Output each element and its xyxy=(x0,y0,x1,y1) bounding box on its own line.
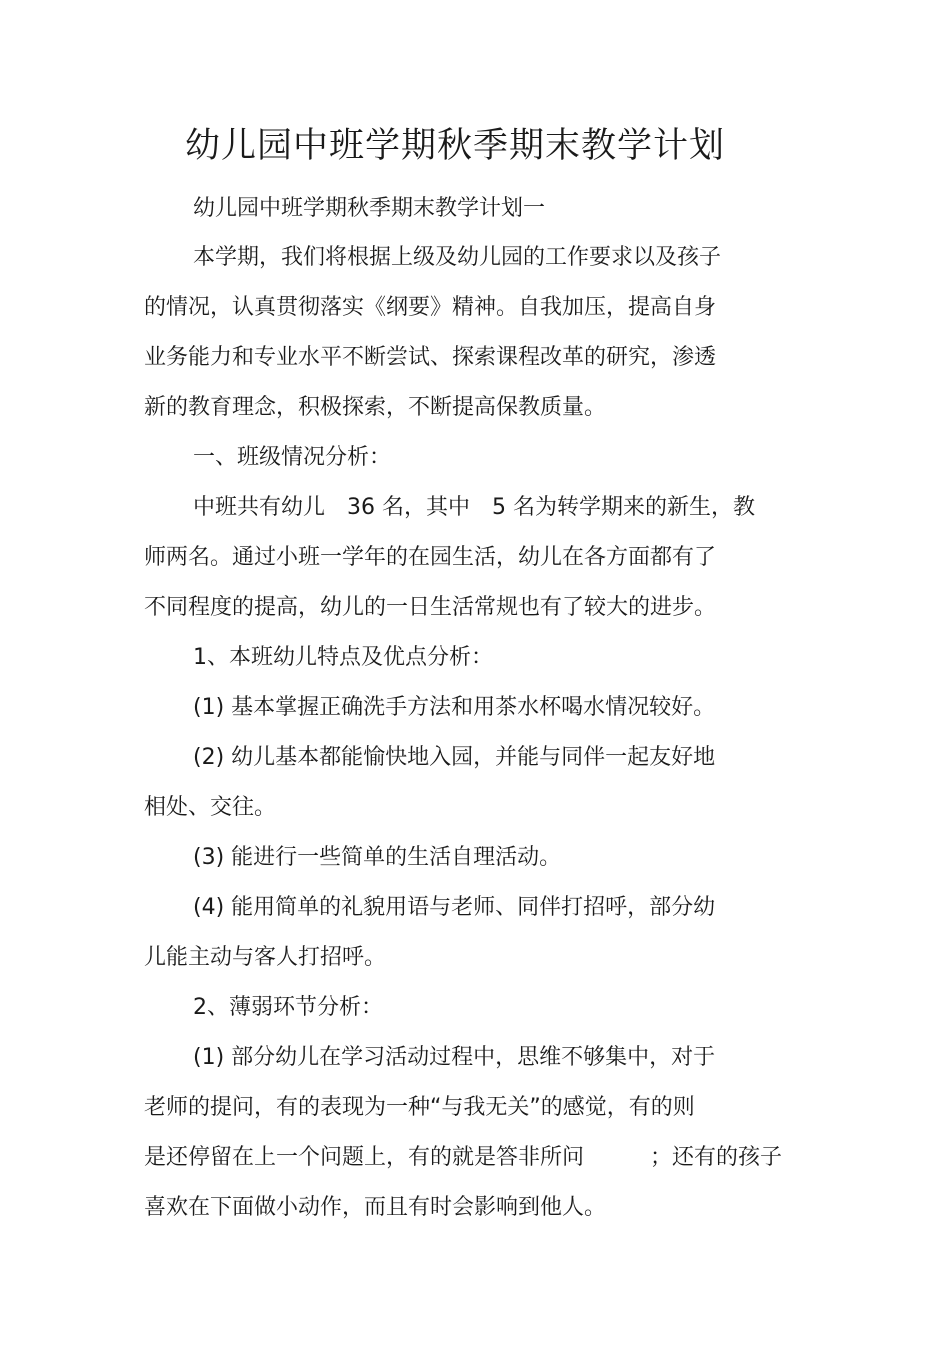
list-item-continuation: 儿能主动与客人打招呼。 xyxy=(144,945,387,970)
list-item: (2) 幼儿基本都能愉快地入园，并能与同伴一起友好地 xyxy=(193,745,716,770)
paragraph-line: 的情况，认真贯彻落实《纲要》精神。自我加压，提高自身 xyxy=(144,295,717,320)
paragraph-line: 本学期，我们将根据上级及幼儿园的工作要求以及孩子 xyxy=(193,245,722,270)
list-item-continuation: 喜欢在下面做小动作，而且有时会影响到他人。 xyxy=(144,1195,607,1220)
paragraph-line: 中班共有幼儿 36 名，其中 5 名为转学期来的新生，教 xyxy=(193,495,755,520)
document-title: 幼儿园中班学期秋季期末教学计划 xyxy=(184,126,725,166)
subsection-heading: 1、本班幼儿特点及优点分析： xyxy=(193,645,493,670)
list-item-continuation: 老师的提问，有的表现为一种“与我无关”的感觉，有的则 xyxy=(144,1095,695,1120)
list-item-continuation: 相处、交往。 xyxy=(144,795,277,820)
list-item-continuation: 是还停留在上一个问题上，有的就是答非所问 ；还有的孩子 xyxy=(144,1145,783,1170)
paragraph-line: 不同程度的提高，幼儿的一日生活常规也有了较大的进步。 xyxy=(144,595,717,620)
list-item: (1) 基本掌握正确洗手方法和用茶水杯喝水情况较好。 xyxy=(193,695,716,720)
list-item: (1) 部分幼儿在学习活动过程中，思维不够集中，对于 xyxy=(193,1045,716,1070)
paragraph-line: 师两名。通过小班一学年的在园生活，幼儿在各方面都有了 xyxy=(144,545,717,570)
list-item: (4) 能用简单的礼貌用语与老师、同伴打招呼，部分幼 xyxy=(193,895,716,920)
section-heading: 一、班级情况分析： xyxy=(193,445,392,470)
subsection-heading: 2、薄弱环节分析： xyxy=(193,995,383,1020)
paragraph-line: 业务能力和专业水平不断尝试、探索课程改革的研究，渗透 xyxy=(144,345,717,370)
subtitle-line: 幼儿园中班学期秋季期末教学计划一 xyxy=(193,196,546,221)
paragraph-line: 新的教育理念，积极探索，不断提高保教质量。 xyxy=(144,395,607,420)
list-item: (3) 能进行一些简单的生活自理活动。 xyxy=(193,845,562,870)
